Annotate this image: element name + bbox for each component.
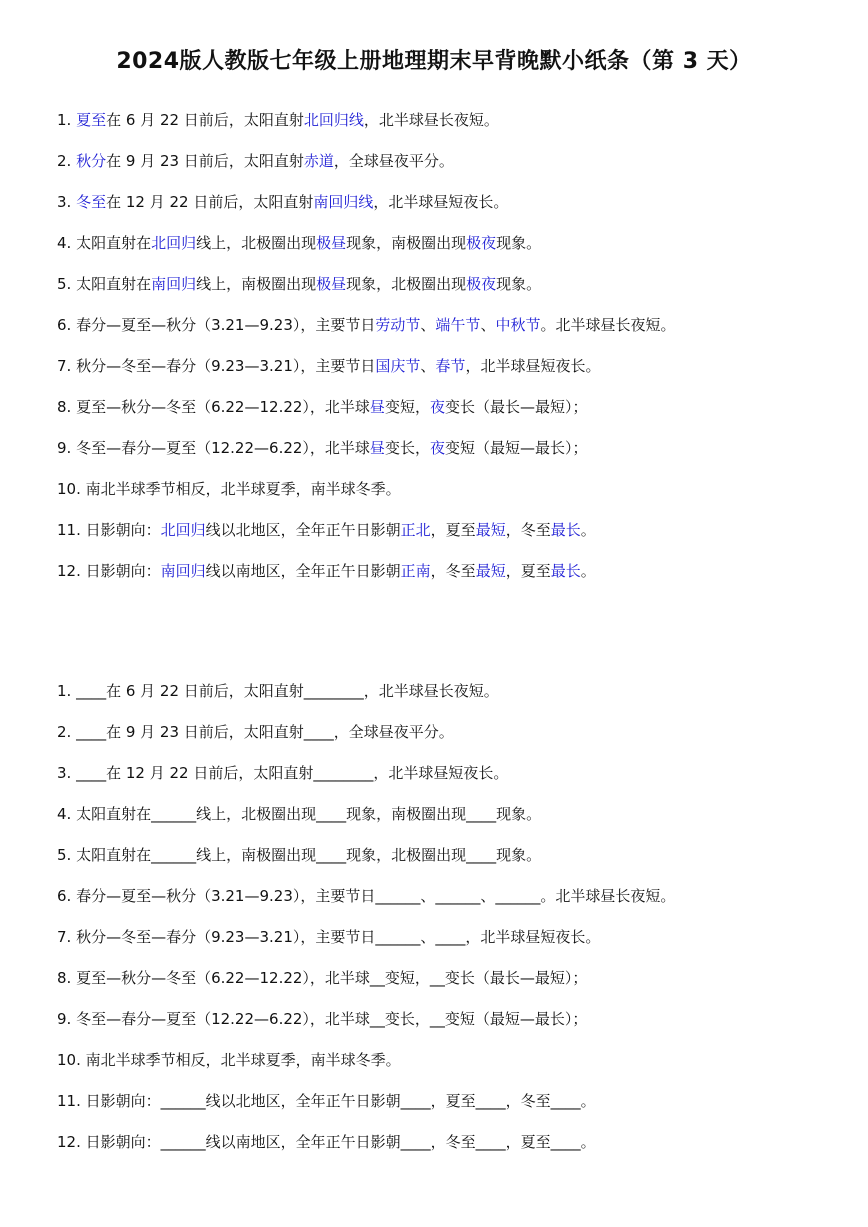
highlighted-term: 极夜 [466, 234, 497, 252]
highlighted-term: 南回归线 [313, 193, 374, 211]
highlighted-term: 正北 [400, 521, 431, 539]
answer-line-2 [57, 141, 847, 182]
highlighted-term: 夜 [429, 398, 445, 416]
line-text: ，北半球昼长夜短。 [363, 111, 499, 129]
line-text: ，冬至 [505, 521, 551, 539]
line-text: 1. [57, 111, 77, 129]
line-text: 变长， [384, 439, 430, 457]
answer-line-4 [57, 223, 847, 264]
highlighted-term: 南回归 [151, 275, 197, 293]
line-text: 现象。 [496, 234, 542, 252]
line-text: 12. 日影朝向： [57, 562, 161, 580]
line-text: ，北半球昼短夜长。 [465, 357, 601, 375]
line-text: 。 [580, 521, 596, 539]
highlighted-term: 极昼 [316, 234, 347, 252]
line-text: ，冬至 [430, 562, 476, 580]
highlighted-term: 昼 [369, 439, 385, 457]
answer-line-11 [57, 510, 847, 551]
line-text: 9. 冬至—春分—夏至（12.22—6.22），北半球 [57, 439, 370, 457]
highlighted-term: 春节 [435, 357, 466, 375]
blank-line-3: 3. ____在 12 月 22 日前后，太阳直射________，北半球昼短夜长。 [57, 764, 509, 782]
highlighted-term: 冬至 [76, 193, 107, 211]
line-text: 8. 夏至—秋分—冬至（6.22—12.22），北半球 [57, 398, 370, 416]
line-text: 11. 日影朝向： [57, 521, 161, 539]
line-text: 4. 太阳直射在 [57, 234, 152, 252]
highlighted-term: 北回归线 [303, 111, 364, 129]
line-text: 变短（最短—最长）； [444, 439, 588, 457]
highlighted-term: 北回归 [151, 234, 197, 252]
highlighted-term: 夜 [429, 439, 445, 457]
blank-line-9: 9. 冬至—春分—夏至（12.22—6.22），北半球__变长，__变短（最短—最长）； [57, 1010, 588, 1028]
blank-line-2: 2. ____在 9 月 23 日前后，太阳直射____，全球昼夜平分。 [57, 723, 454, 741]
highlighted-term: 正南 [400, 562, 431, 580]
line-text: 、 [420, 357, 436, 375]
blank-line-6: 6. 春分—夏至—秋分（3.21—9.23），主要节日______、______、______。北半球昼长夜短。 [57, 887, 676, 905]
blank-line-1: 1. ____在 6 月 22 日前后，太阳直射________，北半球昼长夜短。 [57, 682, 499, 700]
line-text: 。 [580, 562, 596, 580]
line-text: 变长（最长—最短）； [444, 398, 588, 416]
line-text: ，北半球昼短夜长。 [373, 193, 509, 211]
blank-line-12: 12. 日影朝向：______线以南地区，全年正午日影朝____，冬至____，夏至____。 [57, 1133, 596, 1151]
line-text: 线上，北极圈出现 [196, 234, 317, 252]
answer-line-1 [57, 100, 847, 141]
answers-list [57, 100, 847, 592]
highlighted-term: 极夜 [466, 275, 497, 293]
answer-line-8 [57, 387, 847, 428]
highlighted-term: 秋分 [76, 152, 107, 170]
highlighted-term: 夏至 [76, 111, 107, 129]
highlighted-term: 最长 [550, 562, 581, 580]
line-text: 5. 太阳直射在 [57, 275, 152, 293]
line-text: 6. 春分—夏至—秋分（3.21—9.23），主要节日 [57, 316, 376, 334]
line-text: 、 [420, 316, 436, 334]
line-text: 现象，南极圈出现 [346, 234, 467, 252]
highlighted-term: 最短 [475, 562, 506, 580]
answer-line-7 [57, 346, 847, 387]
highlighted-term: 国庆节 [375, 357, 421, 375]
line-text: 10. 南北半球季节相反，北半球夏季，南半球冬季。 [57, 480, 401, 498]
line-text: 现象。 [496, 275, 542, 293]
blanks-list [57, 671, 847, 1163]
answer-line-5 [57, 264, 847, 305]
line-text: 在 12 月 22 日前后，太阳直射 [106, 193, 314, 211]
blank-line-10: 10. 南北半球季节相反，北半球夏季，南半球冬季。 [57, 1051, 401, 1069]
line-text: 7. 秋分—冬至—春分（9.23—3.21），主要节日 [57, 357, 376, 375]
answer-line-6 [57, 305, 847, 346]
line-text: 2. [57, 152, 77, 170]
highlighted-term: 最短 [475, 521, 506, 539]
answer-line-3 [57, 182, 847, 223]
highlighted-term: 极昼 [316, 275, 347, 293]
line-text: 、 [480, 316, 496, 334]
answer-line-9 [57, 428, 847, 469]
answer-line-10 [57, 469, 847, 510]
line-text: 现象，北极圈出现 [346, 275, 467, 293]
line-text: 在 6 月 22 日前后，太阳直射 [106, 111, 304, 129]
line-text: ，夏至 [430, 521, 476, 539]
highlighted-term: 昼 [369, 398, 385, 416]
line-text: 在 9 月 23 日前后，太阳直射 [106, 152, 304, 170]
line-text: 3. [57, 193, 77, 211]
line-text: 线以南地区，全年正午日影朝 [205, 562, 401, 580]
highlighted-term: 南回归 [160, 562, 206, 580]
highlighted-term: 最长 [550, 521, 581, 539]
page-title: 2024版人教版七年级上册地理期末早背晚默小纸条（第 3 天） [116, 49, 752, 74]
blank-line-11: 11. 日影朝向：______线以北地区，全年正午日影朝____，夏至____，冬至____。 [57, 1092, 596, 1110]
blank-line-8: 8. 夏至—秋分—冬至（6.22—12.22），北半球__变短，__变长（最长—最短）； [57, 969, 588, 987]
blank-line-7: 7. 秋分—冬至—春分（9.23—3.21），主要节日______、____，北半球昼短夜长。 [57, 928, 601, 946]
line-text: 。北半球昼长夜短。 [540, 316, 676, 334]
highlighted-term: 端午节 [435, 316, 481, 334]
blank-line-5: 5. 太阳直射在______线上，南极圈出现____现象，北极圈出现____现象。 [57, 846, 542, 864]
line-text: 线以北地区，全年正午日影朝 [205, 521, 401, 539]
line-text: ，全球昼夜平分。 [333, 152, 454, 170]
line-text: ，夏至 [505, 562, 551, 580]
highlighted-term: 赤道 [303, 152, 334, 170]
line-text: 变短， [384, 398, 430, 416]
line-text: 线上，南极圈出现 [196, 275, 317, 293]
highlighted-term: 中秋节 [495, 316, 541, 334]
blank-line-4: 4. 太阳直射在______线上，北极圈出现____现象，南极圈出现____现象。 [57, 805, 542, 823]
highlighted-term: 劳动节 [375, 316, 421, 334]
highlighted-term: 北回归 [160, 521, 206, 539]
answer-line-12 [57, 551, 847, 592]
